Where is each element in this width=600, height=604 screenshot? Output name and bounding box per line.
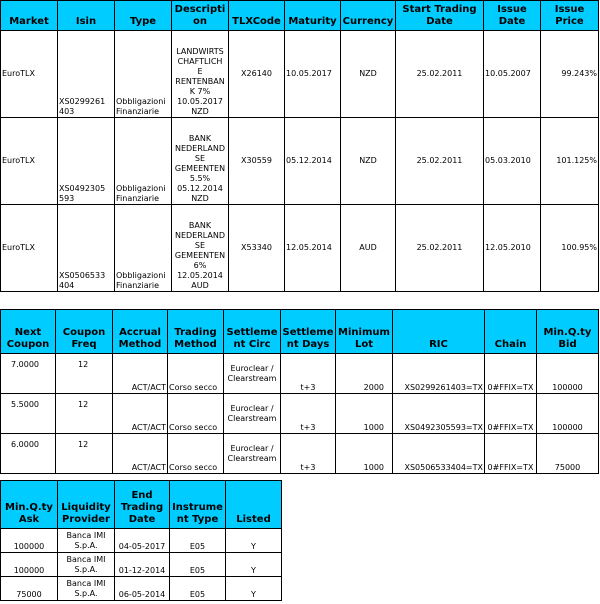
col-header-minimum-lot: Minimum Lot <box>336 310 393 354</box>
cell-ric: XS0299261403=TX <box>393 354 485 394</box>
cell-settlement-days: t+3 <box>281 434 336 474</box>
cell-settlement-circ: Euroclear / Clearstream <box>224 394 281 434</box>
table-row <box>1 529 282 553</box>
bond-table-listing <box>0 480 282 601</box>
cell-market: EuroTLX <box>1 205 58 292</box>
bond-table-main <box>0 0 599 292</box>
col-header-end-trading-date: End Trading Date <box>115 481 170 529</box>
cell-type: Obbligazioni Finanziarie <box>115 31 172 118</box>
col-header-next-coupon: Next Coupon <box>1 310 56 354</box>
col-header-market: Market <box>1 1 58 31</box>
col-header-settlement-days: Settleme nt Days <box>281 310 336 354</box>
table-row <box>1 31 599 118</box>
col-header-settlement-circ: Settleme nt Circ <box>224 310 281 354</box>
cell-tlxcode: X30559 <box>229 118 285 205</box>
col-header-tlxcode: TLXCode <box>229 1 285 31</box>
cell-listed: Y <box>226 577 282 601</box>
cell-issue-date: 12.05.2010 <box>484 205 541 292</box>
cell-currency: NZD <box>341 118 396 205</box>
cell-listed: Y <box>226 529 282 553</box>
cell-chain: 0#FFIX=TX <box>485 394 537 434</box>
cell-description: LANDWIRTS CHAFTLICH E RENTENBAN K 7% 10.05.2017 NZD <box>172 31 229 118</box>
col-header-ric: RIC <box>393 310 485 354</box>
cell-currency: NZD <box>341 31 396 118</box>
cell-issue-price: 99.243% <box>541 31 599 118</box>
cell-settlement-days: t+3 <box>281 394 336 434</box>
col-header-type: Type <box>115 1 172 31</box>
cell-min-qty-ask: 100000 <box>1 553 58 577</box>
cell-chain: 0#FFIX=TX <box>485 354 537 394</box>
cell-settlement-circ: Euroclear / Clearstream <box>224 354 281 394</box>
cell-coupon-freq: 12 <box>56 354 113 394</box>
cell-liquidity-provider: Banca IMI S.p.A. <box>58 553 115 577</box>
col-header-currency: Currency <box>341 1 396 31</box>
cell-next-coupon: 5.5000 <box>1 394 56 434</box>
cell-trading-method: Corso secco <box>168 434 224 474</box>
cell-ric: XS0492305593=TX <box>393 394 485 434</box>
cell-min-qty-bid: 100000 <box>537 394 599 434</box>
cell-accrual-method: ACT/ACT <box>113 434 168 474</box>
cell-issue-price: 101.125% <box>541 118 599 205</box>
table-row <box>1 354 599 394</box>
cell-start-trading-date: 25.02.2011 <box>396 118 484 205</box>
cell-description: BANK NEDERLAND SE GEMEENTEN 6% 12.05.2014 AUD <box>172 205 229 292</box>
cell-isin: XS0299261 403 <box>58 31 115 118</box>
bond-table-trading <box>0 309 599 474</box>
cell-instrument-type: E05 <box>170 529 226 553</box>
cell-minimum-lot: 1000 <box>336 394 393 434</box>
col-header-accrual-method: Accrual Method <box>113 310 168 354</box>
cell-issue-date: 10.05.2007 <box>484 31 541 118</box>
cell-next-coupon: 7.0000 <box>1 354 56 394</box>
cell-start-trading-date: 25.02.2011 <box>396 205 484 292</box>
cell-tlxcode: X26140 <box>229 31 285 118</box>
cell-market: EuroTLX <box>1 31 58 118</box>
cell-ric: XS0506533404=TX <box>393 434 485 474</box>
cell-settlement-circ: Euroclear / Clearstream <box>224 434 281 474</box>
cell-accrual-method: ACT/ACT <box>113 354 168 394</box>
cell-isin: XS0492305 593 <box>58 118 115 205</box>
col-header-start-trading-date: Start Trading Date <box>396 1 484 31</box>
cell-issue-date: 05.03.2010 <box>484 118 541 205</box>
col-header-listed: Listed <box>226 481 282 529</box>
cell-liquidity-provider: Banca IMI S.p.A. <box>58 529 115 553</box>
cell-type: Obbligazioni Finanziarie <box>115 118 172 205</box>
cell-isin: XS0506533 404 <box>58 205 115 292</box>
cell-settlement-days: t+3 <box>281 354 336 394</box>
cell-coupon-freq: 12 <box>56 434 113 474</box>
col-header-trading-method: Trading Method <box>168 310 224 354</box>
cell-minimum-lot: 1000 <box>336 434 393 474</box>
cell-minimum-lot: 2000 <box>336 354 393 394</box>
cell-liquidity-provider: Banca IMI S.p.A. <box>58 577 115 601</box>
table-row <box>1 553 282 577</box>
col-header-liquidity-provider: Liquidity Provider <box>58 481 115 529</box>
cell-chain: 0#FFIX=TX <box>485 434 537 474</box>
cell-end-trading-date: 01-12-2014 <box>115 553 170 577</box>
col-header-maturity: Maturity <box>285 1 341 31</box>
cell-description: BANK NEDERLAND SE GEMEENTEN 5.5% 05.12.2014 NZD <box>172 118 229 205</box>
table-header-row <box>1 481 282 529</box>
cell-listed: Y <box>226 553 282 577</box>
cell-start-trading-date: 25.02.2011 <box>396 31 484 118</box>
col-header-isin: Isin <box>58 1 115 31</box>
cell-maturity: 05.12.2014 <box>285 118 341 205</box>
cell-market: EuroTLX <box>1 118 58 205</box>
cell-maturity: 10.05.2017 <box>285 31 341 118</box>
cell-min-qty-ask: 75000 <box>1 577 58 601</box>
cell-trading-method: Corso secco <box>168 354 224 394</box>
cell-tlxcode: X53340 <box>229 205 285 292</box>
cell-min-qty-bid: 75000 <box>537 434 599 474</box>
table-header-row <box>1 310 599 354</box>
cell-min-qty-bid: 100000 <box>537 354 599 394</box>
col-header-coupon-freq: Coupon Freq <box>56 310 113 354</box>
cell-trading-method: Corso secco <box>168 394 224 434</box>
cell-type: Obbligazioni Finanziarie <box>115 205 172 292</box>
col-header-chain: Chain <box>485 310 537 354</box>
cell-currency: AUD <box>341 205 396 292</box>
table-row <box>1 434 599 474</box>
cell-instrument-type: E05 <box>170 553 226 577</box>
table-header-row <box>1 1 599 31</box>
cell-maturity: 12.05.2014 <box>285 205 341 292</box>
table-row <box>1 577 282 601</box>
col-header-description: Descripti on <box>172 1 229 31</box>
col-header-issue-date: Issue Date <box>484 1 541 31</box>
cell-accrual-method: ACT/ACT <box>113 394 168 434</box>
col-header-issue-price: Issue Price <box>541 1 599 31</box>
col-header-min-qty-bid: Min.Q.ty Bid <box>537 310 599 354</box>
cell-instrument-type: E05 <box>170 577 226 601</box>
cell-coupon-freq: 12 <box>56 394 113 434</box>
table-row <box>1 118 599 205</box>
table-row <box>1 205 599 292</box>
cell-end-trading-date: 06-05-2014 <box>115 577 170 601</box>
col-header-instrument-type: Instrume nt Type <box>170 481 226 529</box>
cell-issue-price: 100.95% <box>541 205 599 292</box>
table-row <box>1 394 599 434</box>
cell-next-coupon: 6.0000 <box>1 434 56 474</box>
col-header-min-qty-ask: Min.Q.ty Ask <box>1 481 58 529</box>
cell-end-trading-date: 04-05-2017 <box>115 529 170 553</box>
cell-min-qty-ask: 100000 <box>1 529 58 553</box>
